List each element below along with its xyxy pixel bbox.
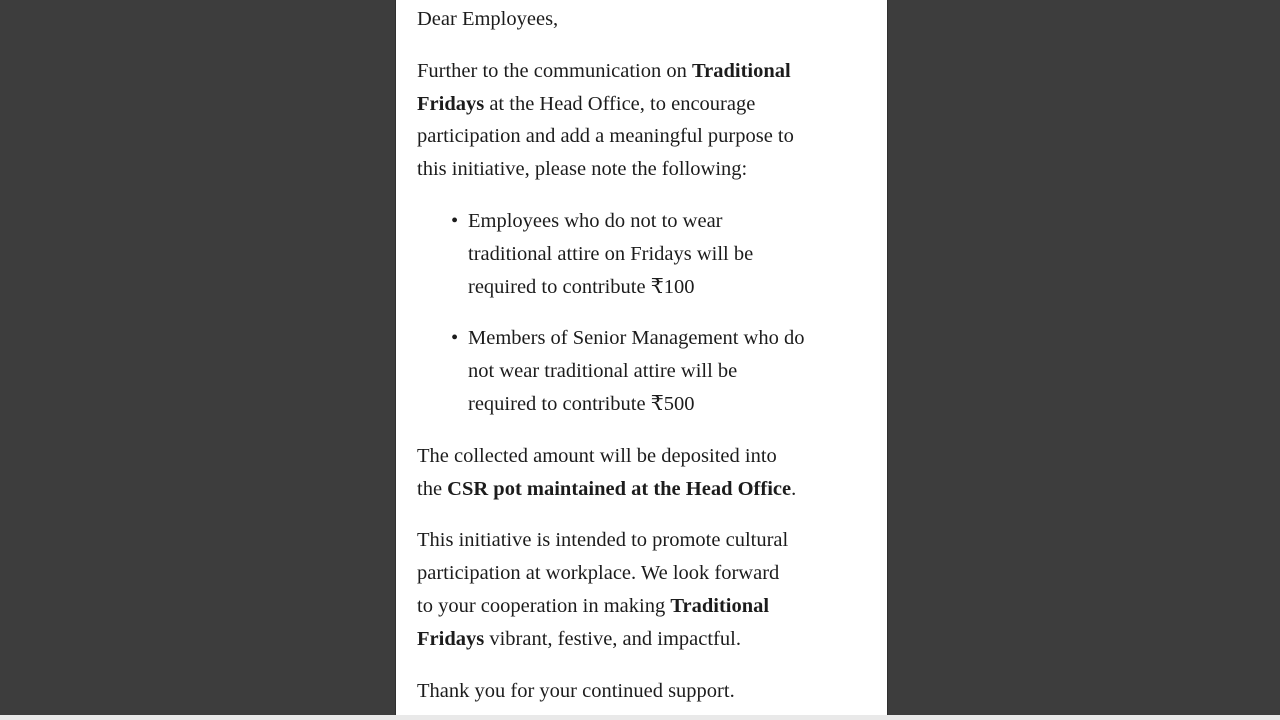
text-line xyxy=(417,623,869,656)
document-body xyxy=(396,0,887,707)
bold-text-run: Traditional xyxy=(670,594,770,617)
text-run: Members of Senior Management who do xyxy=(468,327,805,350)
bullet-dot-icon: • xyxy=(451,209,459,232)
text-run: to your cooperation in making xyxy=(417,594,671,617)
text-run: This initiative is intended to promote cultural xyxy=(417,529,789,552)
text-line xyxy=(468,238,869,271)
text-run: The collected amount will be deposited into xyxy=(417,444,777,467)
text-line xyxy=(468,388,869,421)
text-run: the xyxy=(417,477,448,500)
letterbox-left xyxy=(0,0,395,715)
text-run: at the Head Office, to encourage xyxy=(484,92,756,115)
text-line xyxy=(417,557,869,590)
memo-paragraph xyxy=(417,55,869,186)
text-run: vibrant, festive, and impactful. xyxy=(484,627,741,650)
text-line xyxy=(417,55,869,88)
memo-paragraph xyxy=(417,524,869,655)
text-line xyxy=(417,153,869,186)
text-line xyxy=(468,322,869,355)
text-line xyxy=(417,3,869,36)
text-run: Employees who do not to wear xyxy=(468,209,723,232)
text-run: . xyxy=(791,477,797,500)
text-run: required to contribute ₹500 xyxy=(468,392,695,415)
memo-paragraph xyxy=(417,675,869,708)
text-line xyxy=(417,440,869,473)
memo-paragraph xyxy=(417,440,869,506)
bold-text-run: Fridays xyxy=(417,92,485,115)
text-run: participation at workplace. We look forward xyxy=(417,562,780,585)
bottom-strip xyxy=(0,715,1280,720)
text-line xyxy=(417,590,869,623)
text-line xyxy=(468,271,869,304)
text-run: this initiative, please note the following: xyxy=(417,158,748,181)
text-run: Dear Employees, xyxy=(417,8,559,30)
bold-text-run: Traditional xyxy=(692,59,791,82)
bullet-text xyxy=(468,322,869,420)
bullet-item xyxy=(451,322,869,420)
bullet-text xyxy=(468,205,869,303)
text-run: Thank you for your continued support. xyxy=(417,679,735,702)
document-page xyxy=(395,0,888,720)
text-run: traditional attire on Fridays will be xyxy=(468,242,754,265)
text-run: participation and add a meaningful purpose to xyxy=(417,125,794,148)
text-run: required to contribute ₹100 xyxy=(468,275,695,298)
letterbox-right xyxy=(888,0,1280,715)
text-line xyxy=(468,355,869,388)
bullet-item xyxy=(451,205,869,303)
bold-text-run: CSR pot maintained at the Head Office xyxy=(447,477,792,500)
text-run: Further to the communication on xyxy=(417,59,692,82)
text-line xyxy=(417,524,869,557)
text-line xyxy=(417,675,869,708)
text-line xyxy=(468,205,869,238)
bold-text-run: Fridays xyxy=(417,627,485,650)
text-run: not wear traditional attire will be xyxy=(468,360,738,383)
text-line xyxy=(417,120,869,153)
memo-paragraph xyxy=(417,3,869,36)
bullet-dot-icon: • xyxy=(451,327,459,350)
text-line xyxy=(417,473,869,506)
text-line xyxy=(417,88,869,121)
